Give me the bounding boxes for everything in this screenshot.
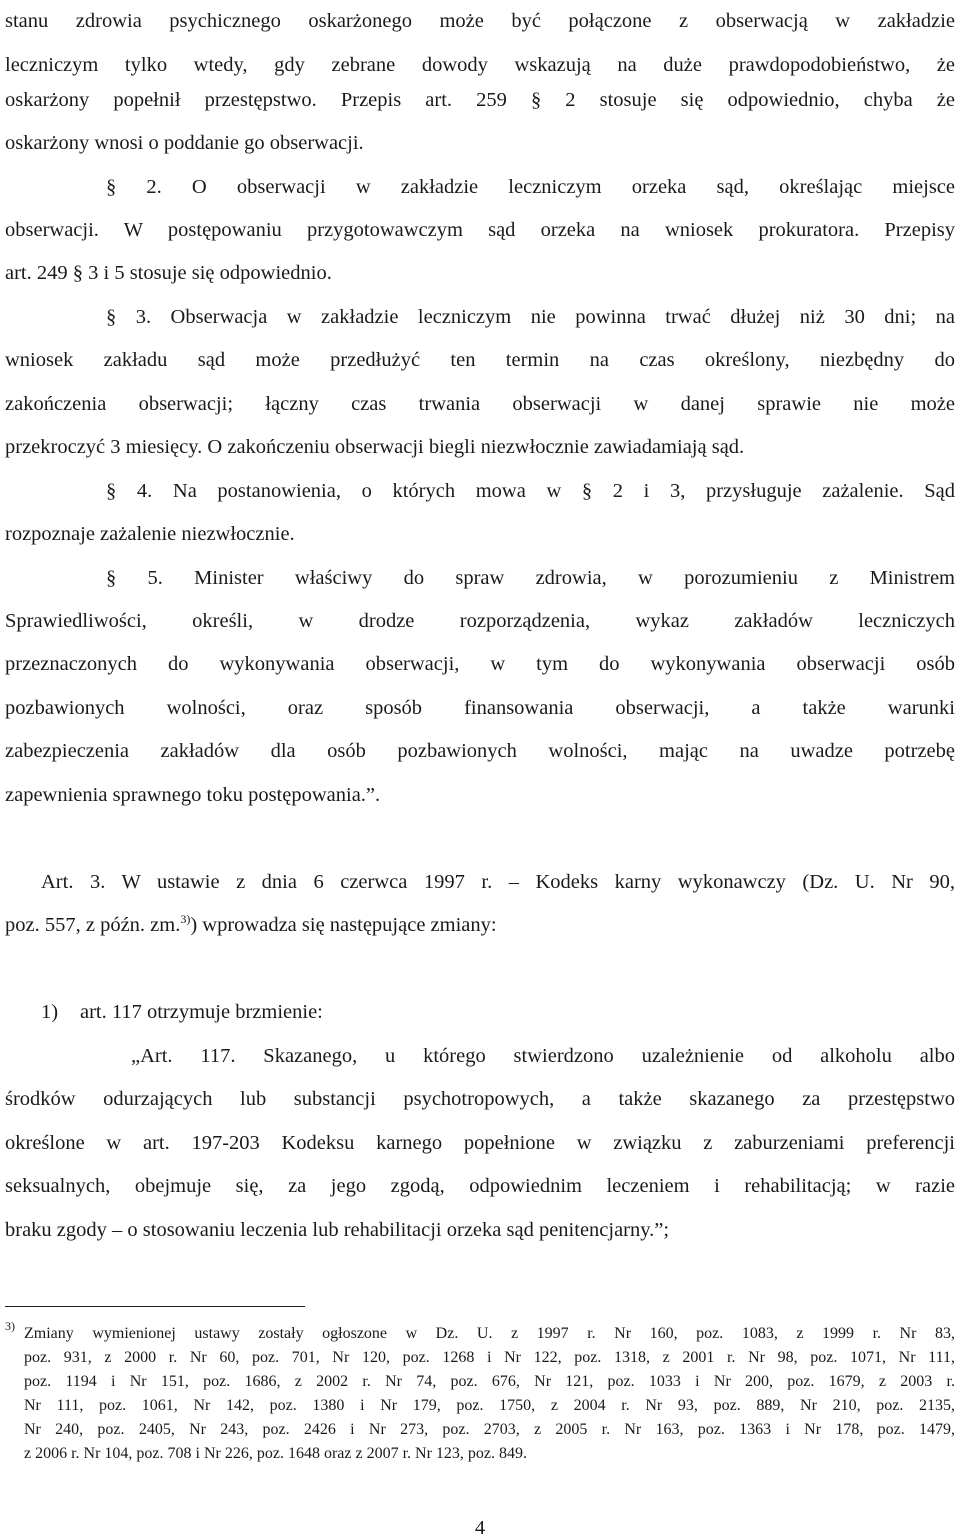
amendment-intro: art. 117 otrzymuje brzmienie: [80,1001,323,1023]
footnote-separator [5,1306,305,1307]
text-line: leczniczym tylko wtedy, gdy zebrane dowody wskazują na duże prawdopodobieństwo, że [5,54,955,76]
paragraph-2-start: § 2. O obserwacji w zakładzie leczniczym orzeka sąd, określając miejsce [106,176,955,198]
paragraph-3-start: § 3. Obserwacja w zakładzie leczniczym nie powinna trwać dłużej niż 30 dni; na [106,306,955,328]
text-line: wniosek zakładu sąd może przedłużyć ten termin na czas określony, niezbędny do [5,349,955,371]
article-3-heading: Art. 3. W ustawie z dnia 6 czerwca 1997 r. – Kodeks karny wykonawczy (Dz. U. Nr 90, [41,871,955,893]
text-line: zapewnienia sprawnego toku postępowania.”. [5,784,381,806]
text-line: Sprawiedliwości, określi, w drodze rozporządzenia, wykaz zakładów leczniczych [5,610,955,632]
article-3-continuation [5,913,955,937]
article-3-text: poz. 557, z późn. zm. [5,914,181,936]
text-line: oskarżony popełnił przestępstwo. Przepis art. 259 § 2 stosuje się odpowiednio, chyba że [5,89,955,111]
footnote-reference[interactable]: 3) [180,912,191,927]
footnote-line: Nr 240, poz. 2405, Nr 243, poz. 2426 i Nr 273, poz. 2703, z 2005 r. Nr 163, poz. 1363 i Nr 178, poz. 1479, [24,1421,955,1438]
quoted-text-line: środków odurzających lub substancji psychotropowych, a także skazanego za przestępstwo [5,1088,955,1110]
text-line: stanu zdrowia psychicznego oskarżonego może być połączone z obserwacją w zakładzie [5,10,955,32]
footnote-line: z 2006 r. Nr 104, poz. 708 i Nr 226, poz. 1648 oraz z 2007 r. Nr 123, poz. 849. [24,1445,528,1462]
text-line: pozbawionych wolności, oraz sposób finansowania obserwacji, a także warunki [5,697,955,719]
paragraph-4-start: § 4. Na postanowienia, o których mowa w § 2 i 3, przysługuje zażalenie. Sąd [106,480,955,502]
text-line: obserwacji. W postępowaniu przygotowawczym sąd orzeka na wniosek prokuratora. Przepisy [5,219,955,241]
footnote-line: Nr 111, poz. 1061, Nr 142, poz. 1380 i Nr 179, poz. 1750, z 2004 r. Nr 93, poz. 889, Nr 210, poz. 2135, [24,1397,955,1414]
page-number: 4 [474,1517,486,1539]
text-line: przekroczyć 3 miesięcy. O zakończeniu obserwacji biegli niezwłocznie zawiadamiają sąd. [5,436,745,458]
text-line: zakończenia obserwacji; łączny czas trwania obserwacji w danej sprawie nie może [5,393,955,415]
quoted-article-start: „Art. 117. Skazanego, u którego stwierdzono uzależnienie od alkoholu albo [131,1045,955,1067]
footnote-line: poz. 931, z 2000 r. Nr 60, poz. 701, Nr 120, poz. 1268 i Nr 122, poz. 1318, z 2001 r. Nr 98, poz. 1071, Nr 111, [24,1349,955,1366]
quoted-text-line: seksualnych, obejmuje się, za jego zgodą, odpowiednim leczeniem i rehabilitacją; w razie [5,1175,955,1197]
text-line: art. 249 § 3 i 5 stosuje się odpowiednio. [5,262,332,284]
text-line: rozpoznaje zażalenie niezwłocznie. [5,523,295,545]
footnote-line: poz. 1194 i Nr 151, poz. 1686, z 2002 r. Nr 74, poz. 676, Nr 121, poz. 1033 i Nr 200, poz. 1679, z 2003 r. [24,1373,955,1390]
text-line: oskarżony wnosi o poddanie go obserwacji. [5,132,364,154]
amendment-number: 1) [41,1001,59,1023]
text-line: przeznaczonych do wykonywania obserwacji, w tym do wykonywania obserwacji osób [5,653,955,675]
paragraph-5-start: § 5. Minister właściwy do spraw zdrowia, w porozumieniu z Ministrem [106,567,955,589]
text-line: zabezpieczenia zakładów dla osób pozbawionych wolności, mając na uwadze potrzebę [5,740,955,762]
footnote-line: Zmiany wymienionej ustawy zostały ogłoszone w Dz. U. z 1997 r. Nr 160, poz. 1083, z 1999 r. Nr 83, [24,1325,955,1342]
footnote-marker: 3) [5,1319,15,1333]
quoted-text-line: braku zgody – o stosowaniu leczenia lub rehabilitacji orzeka sąd penitencjarny.”; [5,1219,670,1241]
article-3-text: ) wprowadza się następujące zmiany: [190,914,497,936]
quoted-text-line: określone w art. 197-203 Kodeksu karnego popełnione w związku z zaburzeniami preferencji [5,1132,955,1154]
